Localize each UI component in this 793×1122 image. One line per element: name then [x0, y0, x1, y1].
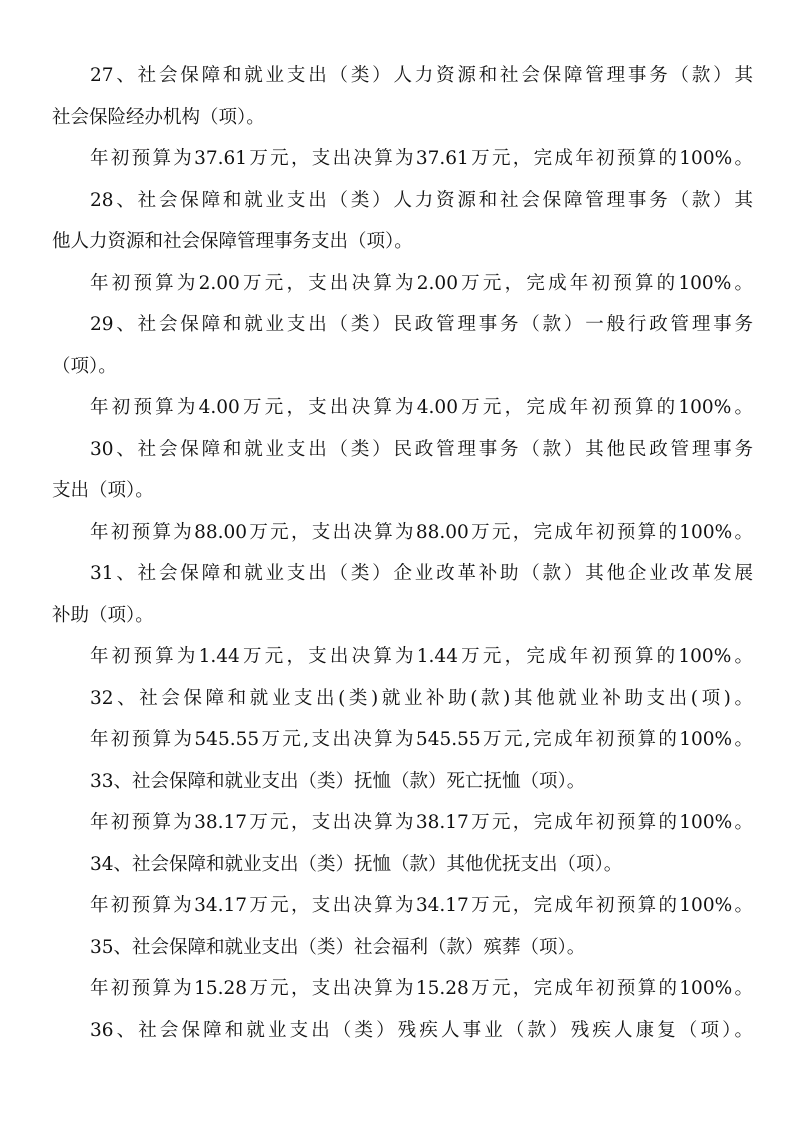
text-line: 28、社会保障和就业支出（类）人力资源和社会保障管理事务（款）其	[90, 189, 753, 211]
text-line: 年初预算为15.28万元，支出决算为15.28万元，完成年初预算的100%。	[90, 978, 753, 999]
text-line: 33、社会保障和就业支出（类）抚恤（款）死亡抚恤（项）。	[90, 770, 586, 792]
text-line: 34、社会保障和就业支出（类）抚恤（款）其他优抚支出（项）。	[90, 853, 623, 875]
text-line: 32、社会保障和就业支出(类)就业补助(款)其他就业补助支出(项)。	[90, 687, 753, 709]
text-line: 年初预算为38.17万元，支出决算为38.17万元，完成年初预算的100%。	[90, 812, 753, 833]
text-line: 年初预算为545.55万元,支出决算为545.55万元,完成年初预算的100%。	[90, 729, 753, 750]
text-line: 35、社会保障和就业支出（类）社会福利（款）殡葬（项）。	[90, 936, 586, 958]
text-line: 29、社会保障和就业支出（类）民政管理事务（款）一般行政管理事务	[90, 314, 753, 335]
text-line: 年初预算为4.00万元，支出决算为4.00万元，完成年初预算的100%。	[90, 397, 753, 418]
text-line: 年初预算为88.00万元，支出决算为88.00万元，完成年初预算的100%。	[90, 521, 753, 543]
text-line: 社会保险经办机构（项）。	[52, 106, 265, 128]
text-line: 支出（项）。	[52, 480, 154, 501]
text-line: 27、社会保障和就业支出（类）人力资源和社会保障管理事务（款）其	[90, 65, 753, 86]
text-line: 年初预算为34.17万元，支出决算为34.17万元，完成年初预算的100%。	[90, 895, 753, 916]
text-line: 年初预算为37.61万元，支出决算为37.61万元，完成年初预算的100%。	[90, 148, 753, 169]
text-line: 年初预算为1.44万元，支出决算为1.44万元，完成年初预算的100%。	[90, 646, 753, 667]
text-line: 30、社会保障和就业支出（类）民政管理事务（款）其他民政管理事务	[90, 438, 753, 460]
document-body	[52, 55, 753, 1051]
text-line: 31、社会保障和就业支出（类）企业改革补助（款）其他企业改革发展	[90, 563, 753, 584]
text-line: 36、社会保障和就业支出（类）残疾人事业（款）残疾人康复（项）。	[90, 1019, 753, 1041]
text-line: 他人力资源和社会保障管理事务支出（项）。	[52, 231, 413, 252]
text-line: 补助（项）。	[52, 604, 154, 626]
text-line: （项）。	[52, 355, 117, 377]
text-line: 年初预算为2.00万元，支出决算为2.00万元，完成年初预算的100%。	[90, 272, 753, 294]
